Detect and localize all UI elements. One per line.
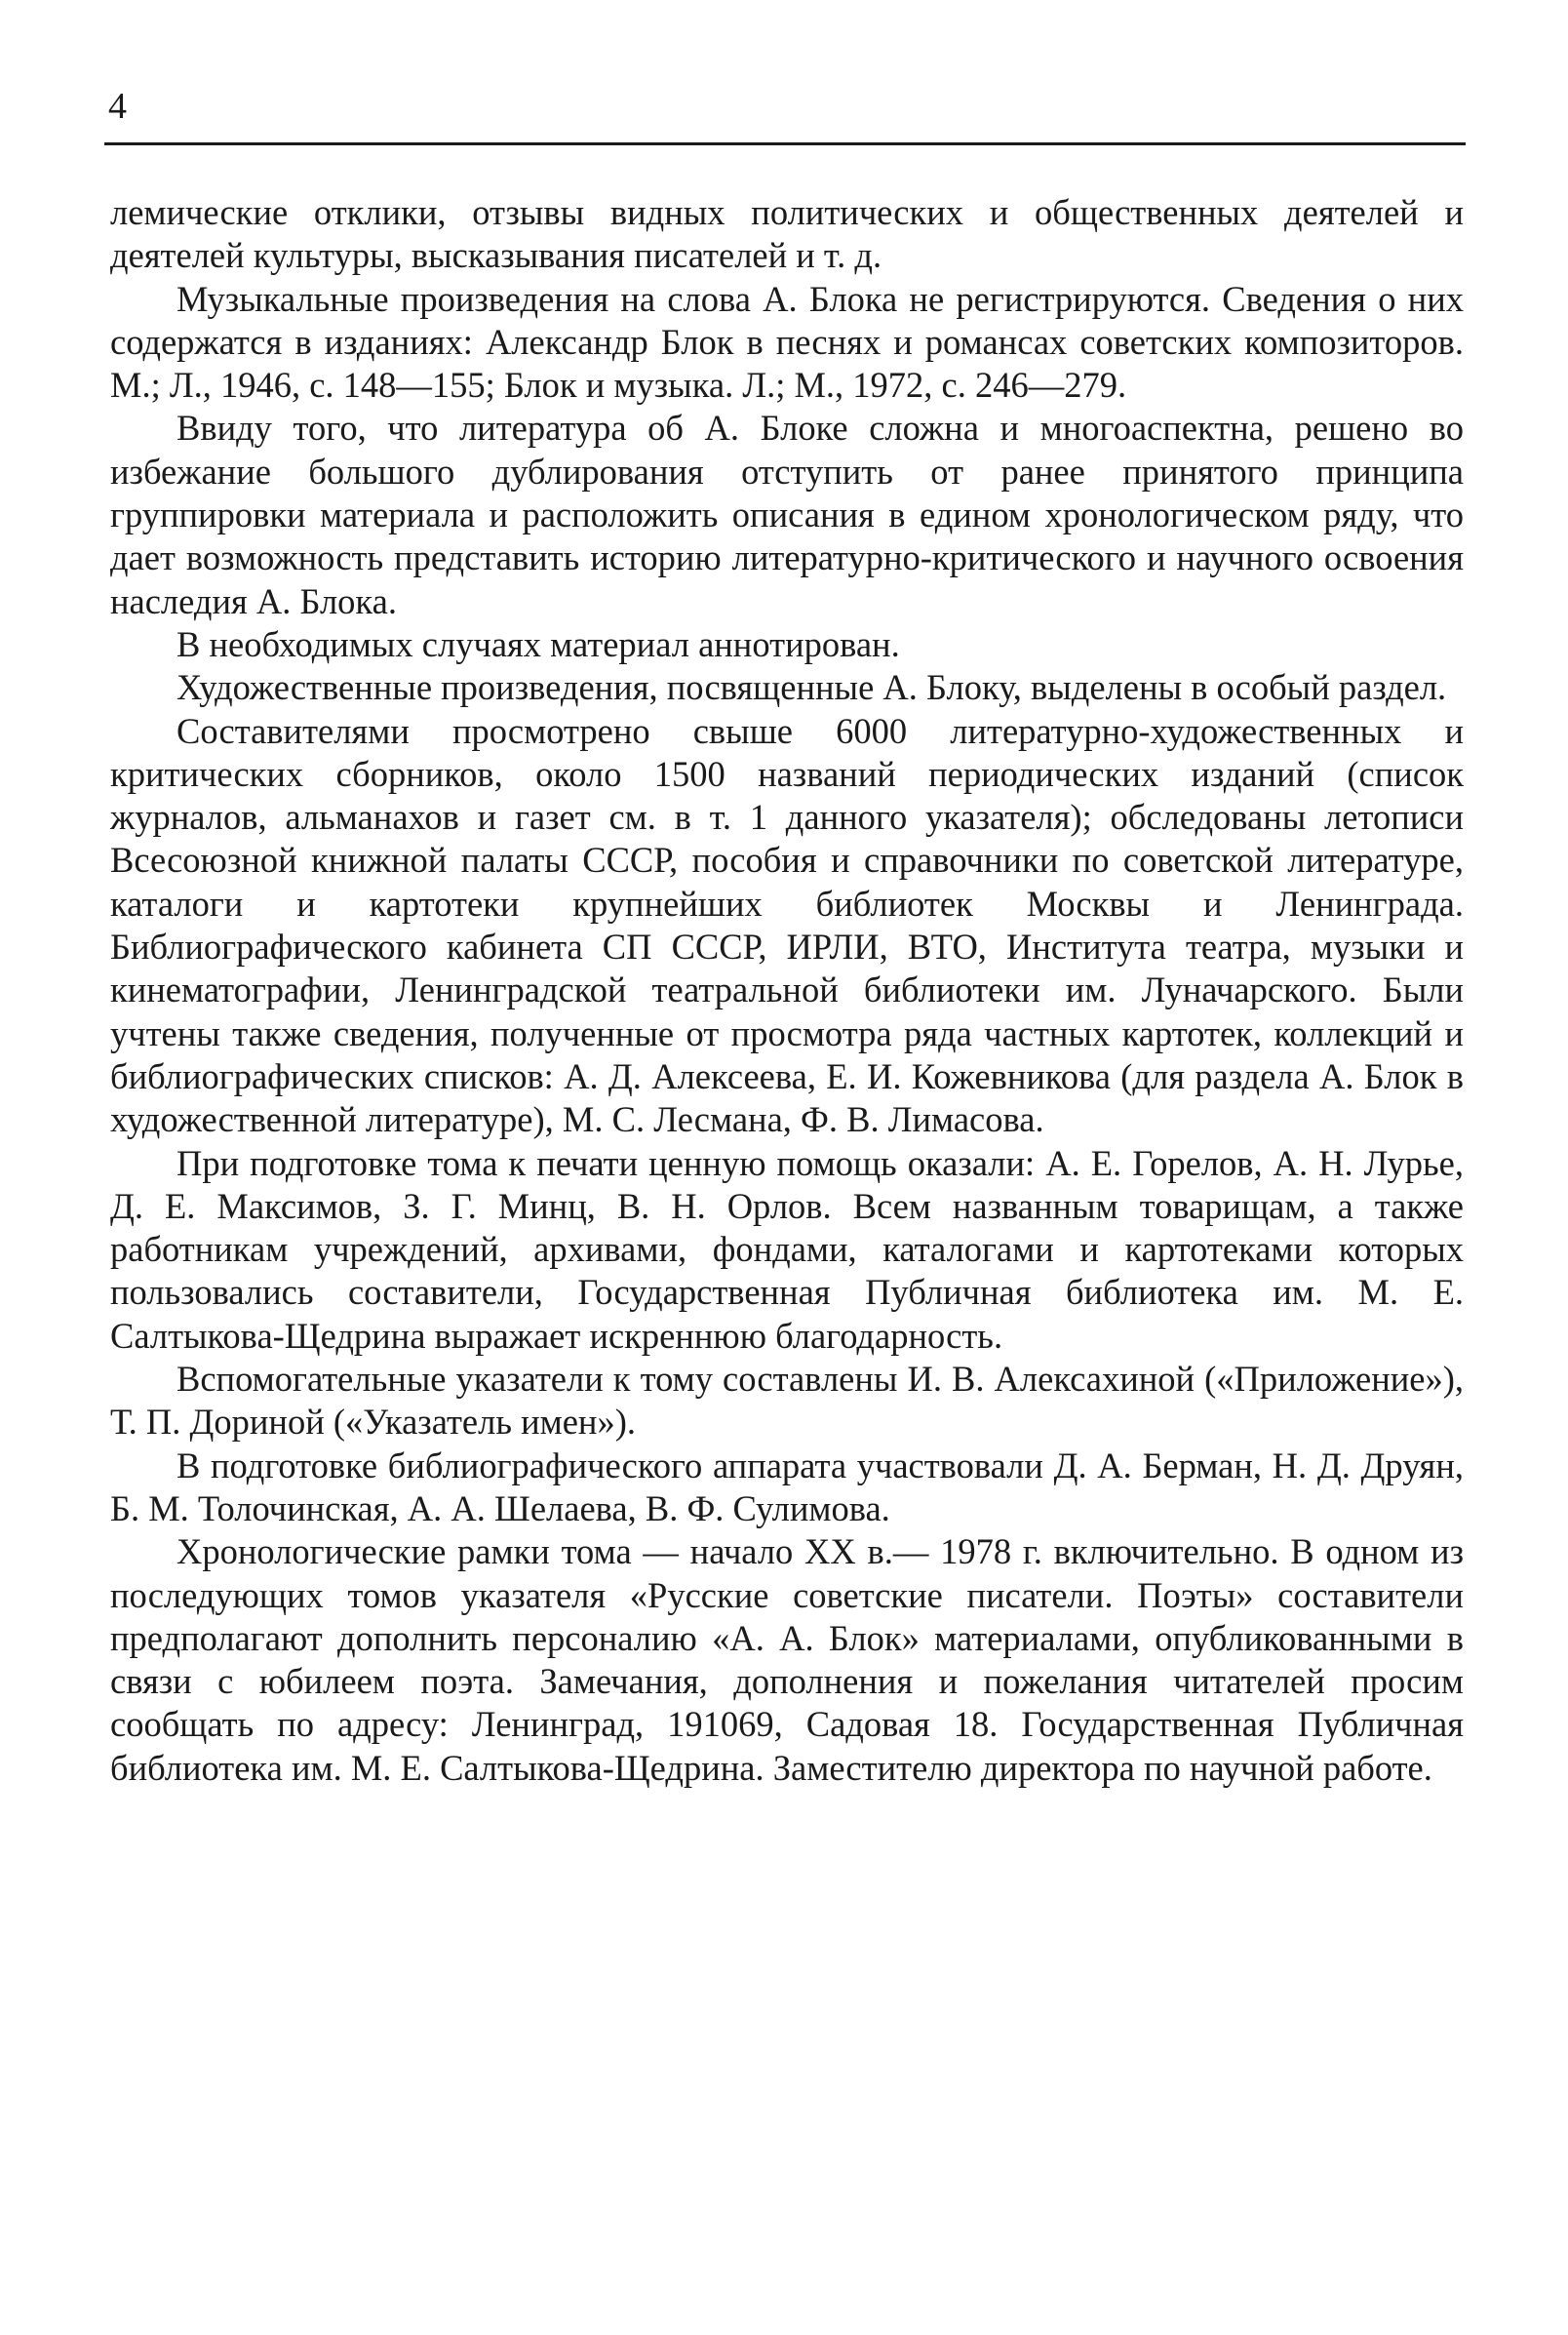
paragraph-acknowledgements: При подготовке тома к печати ценную помощь оказали: А. Е. Горелов, А. Н. Лурье, Д. Е. Максимов, З. Г. Минц, В. Н. Орлов. Всем названным товарищам, а также работникам учреждений, архивами, фондами, каталогами и картотеками которых пользовались составители, Государственная Публичная библиотека им. М. Е. Салтыкова-Щедрина выражает искреннюю благодарность. [110,1142,1464,1356]
page-number: 4 [108,86,127,127]
header-rule [104,142,1466,145]
paragraph-chronological-order: Ввиду того, что литература об А. Блоке сложна и многоаспектна, решено во избежание большого дублирования отступить от ранее принятого принципа группировки материала и расположить описания в едином хронологическом ряду, что дает возможность представить историю литературно-критического и научного освоения наследия А. Блока. [110,408,1464,621]
paragraph-continuation: лемические отклики, отзывы видных политических и общественных деятелей и деятелей культуры, высказывания писателей и т. д. [110,192,1464,276]
paragraph-chronological-scope: Хронологические рамки тома — начало XX в.— 1978 г. включительно. В одном из последующих томов указателя «Русские советские писатели. Поэты» составители предполагают дополнить персоналию «А. А. Блок» материалами, опубликованными в связи с юбилеем поэта. Замечания, дополнения и пожелания читателей просим сообщать по адресу: Ленинград, 191069, Садовая 18. Государственная Публичная библиотека им. М. Е. Салтыкова-Щедрина. Заместителю директора по научной работе. [110,1531,1464,1788]
body-text [110,191,1464,1790]
paragraph-annotations: В необходимых случаях материал аннотирован. [176,623,900,664]
paragraph-auxiliary-indexes: Вспомогательные указатели к тому составлены И. В. Алексахиной («Приложение»), Т. П. Дориной («Указатель имен»). [110,1359,1464,1443]
paragraph-bibliographic-apparatus: В подготовке библиографического аппарата участвовали Д. А. Берман, Н. Д. Друян, Б. М. Толочинская, А. А. Шелаева, В. Ф. Сулимова. [110,1445,1464,1528]
paragraph-sources: Составителями просмотрено свыше 6000 литературно-художественных и критических сборников, около 1500 названий периодических изданий (список журналов, альманахов и газет см. в т. 1 данного указателя); обследованы летописи Всесоюзной книжной палаты СССР, пособия и справочники по советской литературе, каталоги и картотеки крупнейших библиотек Москвы и Ленинграда. Библиографического кабинета СП СССР, ИРЛИ, ВТО, Института театра, музыки и кинематографии, Ленинградской театральной библиотеки им. Луначарского. Были учтены также сведения, полученные от просмотра ряда частных картотек, коллекций и библиографических списков: А. Д. Алексеева, Е. И. Кожевникова (для раздела А. Блок в художественной литературе), М. С. Лесмана, Ф. В. Лимасова. [110,710,1464,1140]
paragraph-fiction-section: Художественные произведения, посвященные А. Блоку, выделены в особый раздел. [176,667,1447,708]
paragraph-music-works: Музыкальные произведения на слова А. Блока не регистрируются. Сведения о них содержатся в изданиях: Александр Блок в песнях и романсах советских композиторов. М.; Л., 1946, с. 148—155; Блок и музыка. Л.; М., 1972, с. 246—279. [110,278,1464,406]
